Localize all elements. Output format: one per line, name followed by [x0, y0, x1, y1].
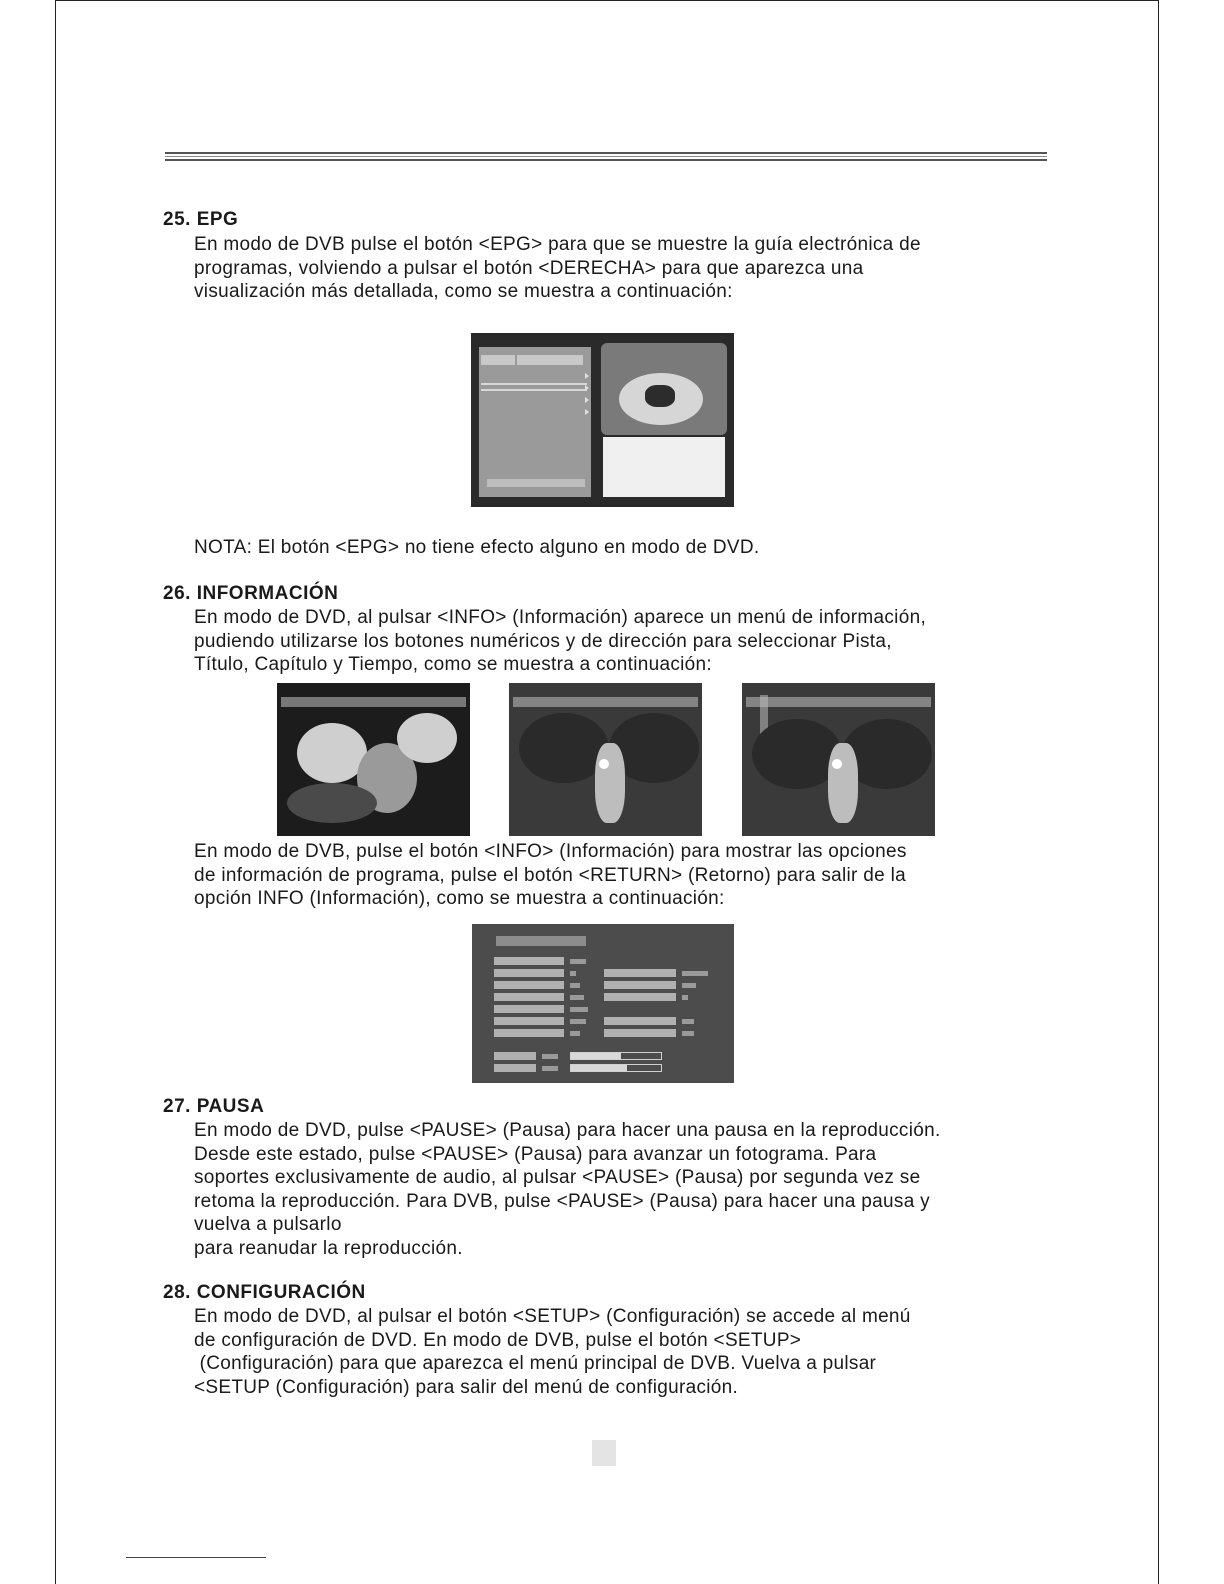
flower-highlight — [599, 759, 609, 769]
quality-value — [542, 1066, 558, 1071]
program-info-screenshot — [472, 924, 734, 1083]
text-line: En modo de DVB pulse el botón <EPG> para que se muestre la guía electrónica de — [194, 234, 921, 255]
quality-meter-fill — [571, 1065, 627, 1071]
text-line: En modo de DVB, pulse el botón <INFO> (Información) para mostrar las opciones — [194, 841, 907, 862]
text-line: vuelva a pulsarlo — [194, 1214, 342, 1235]
section-27-text — [194, 1119, 1064, 1260]
signal-meter — [570, 1052, 662, 1060]
info-value — [682, 1031, 694, 1036]
signal-meter-fill — [571, 1053, 621, 1059]
text-line: retoma la reproducción. Para DVB, pulse <PAUSE> (Pausa) para hacer una pausa y — [194, 1190, 930, 1212]
info-overlay-bar — [746, 697, 931, 707]
info-value — [682, 971, 708, 976]
info-field — [494, 993, 564, 1001]
info-value — [682, 995, 688, 1000]
quality-label — [494, 1064, 536, 1072]
info-overlay-bar — [281, 697, 466, 707]
page-border-left — [55, 0, 56, 1584]
dvd-info-screenshot-3 — [742, 683, 935, 836]
epg-tab — [481, 355, 515, 365]
info-field — [604, 1029, 676, 1037]
flower-center-image — [595, 743, 625, 823]
epg-video-preview — [601, 343, 727, 435]
info-value — [682, 1019, 694, 1024]
flower-image — [397, 713, 457, 763]
text-line: de configuración de DVD. En modo de DVB, pulse el botón <SETUP> — [194, 1329, 802, 1351]
section-26-heading: 26. INFORMACIÓN — [163, 583, 339, 604]
text-line: <SETUP (Configuración) para salir del menú de configuración. — [194, 1376, 739, 1398]
info-overlay-bar — [513, 697, 698, 707]
text-line: En modo de DVD, al pulsar el botón <SETUP> (Configuración) se accede al menú — [194, 1306, 911, 1327]
text-line: En modo de DVD, al pulsar <INFO> (Información) aparece un menú de información, — [194, 607, 927, 628]
signal-value — [542, 1054, 558, 1059]
info-value — [570, 1007, 588, 1012]
program-info-title-bar — [496, 936, 586, 946]
text-line: Desde este estado, pulse <PAUSE> (Pausa) para avanzar un fotograma. Para — [194, 1143, 877, 1165]
text-line: pudiendo utilizarse los botones numéricos y de dirección para seleccionar Pista, — [194, 630, 892, 652]
info-field — [604, 1017, 676, 1025]
text-line: para reanudar la reproducción. — [194, 1237, 463, 1259]
epg-info-box — [603, 437, 725, 497]
footer-link-line — [126, 1557, 266, 1558]
epg-row — [481, 389, 587, 391]
info-value — [570, 995, 584, 1000]
text-line: (Configuración) para que aparezca el menú principal de DVB. Vuelva a pulsar — [194, 1353, 877, 1374]
section-28-heading: 28. CONFIGURACIÓN — [163, 1282, 366, 1303]
text-line: opción INFO (Información), como se muestra a continuación: — [194, 888, 725, 909]
page-border-top — [55, 0, 1159, 1]
info-field — [494, 957, 564, 965]
chevron-right-icon — [585, 409, 589, 415]
section-26-text-2 — [194, 840, 1064, 911]
flower-center-image — [828, 743, 858, 823]
page-border-right — [1158, 0, 1159, 1584]
info-value — [682, 983, 696, 988]
epg-tab — [517, 355, 583, 365]
page-number-box — [592, 1440, 616, 1466]
text-line: visualización más detallada, como se muestra a continuación: — [194, 281, 733, 302]
epg-row — [481, 383, 587, 385]
text-line: soportes exclusivamente de audio, al pulsar <PAUSE> (Pausa) por segunda vez se — [194, 1167, 921, 1188]
signal-label — [494, 1052, 536, 1060]
text-line: de información de programa, pulse el botón <RETURN> (Retorno) para salir de la — [194, 864, 906, 886]
info-value — [570, 983, 580, 988]
chevron-right-icon — [585, 397, 589, 403]
info-field — [604, 969, 676, 977]
info-value — [570, 971, 576, 976]
food-image — [645, 385, 675, 407]
section-25-text — [194, 233, 1064, 304]
dvd-info-screenshot-2 — [509, 683, 702, 836]
epg-screenshot — [471, 333, 734, 507]
info-field — [604, 993, 676, 1001]
quality-meter — [570, 1064, 662, 1072]
info-value — [570, 959, 586, 964]
section-26-text — [194, 606, 1064, 677]
flower-highlight — [832, 759, 842, 769]
text-line: En modo de DVD, pulse <PAUSE> (Pausa) para hacer una pausa en la reproducción. — [194, 1120, 941, 1141]
info-value — [570, 1019, 586, 1024]
info-field — [494, 969, 564, 977]
dvd-info-screenshot-1 — [277, 683, 470, 836]
info-value — [570, 1031, 580, 1036]
section-27-heading: 27. PAUSA — [163, 1096, 265, 1117]
info-field — [494, 981, 564, 989]
text-line: programas, volviendo a pulsar el botón <DERECHA> para que aparezca una — [194, 257, 864, 279]
section-25-heading: 25. EPG — [163, 209, 239, 230]
info-field — [494, 1005, 564, 1013]
epg-menu-panel — [479, 347, 591, 497]
section-28-text — [194, 1305, 1064, 1399]
header-rule — [165, 152, 1047, 161]
info-field — [494, 1029, 564, 1037]
chevron-right-icon — [585, 373, 589, 379]
info-field — [604, 981, 676, 989]
chevron-right-icon — [585, 385, 589, 391]
epg-footer-bar — [487, 479, 585, 487]
section-25-note: NOTA: El botón <EPG> no tiene efecto alguno en modo de DVD. — [194, 537, 760, 558]
text-line: Título, Capítulo y Tiempo, como se muestra a continuación: — [194, 654, 712, 675]
leaf-image — [287, 783, 377, 823]
info-field — [494, 1017, 564, 1025]
